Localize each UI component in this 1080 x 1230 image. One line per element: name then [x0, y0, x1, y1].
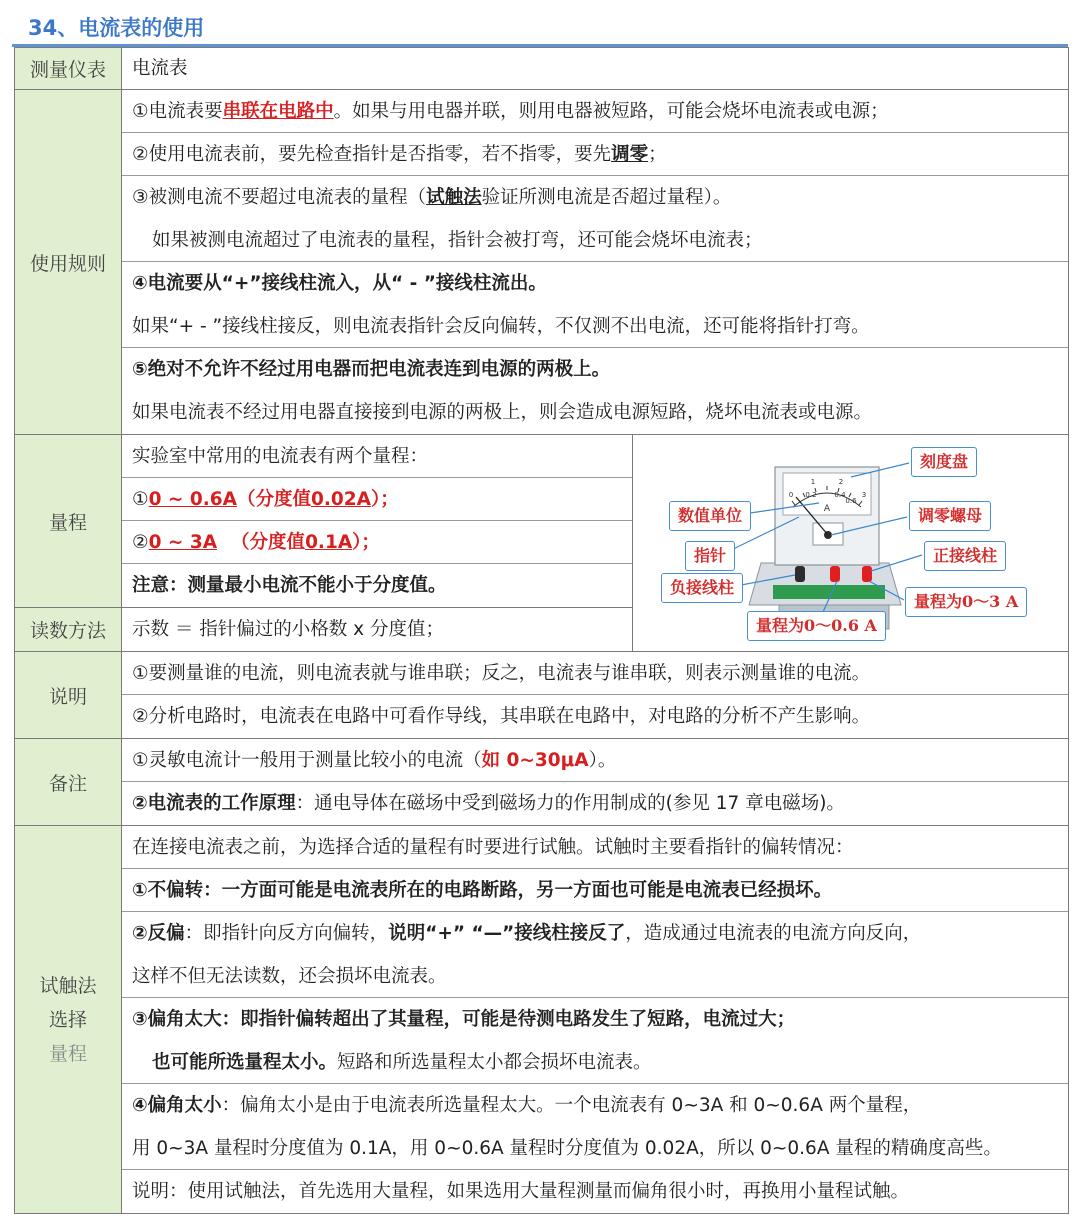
callout-neg-terminal: 负接线柱: [661, 573, 743, 603]
range-1-value: 0 ~ 0.6A: [148, 489, 237, 510]
reading-formula: 示数 ＝ 指针偏过的小格数 x 分度值；: [132, 619, 444, 640]
row-remarks: [15, 739, 1069, 826]
trial-note: 说明：使用试触法，首先选用大量程，如果选用大量程测量而偏角很小时，再换用小量程试触。: [132, 1181, 910, 1202]
rule-4: ④电流要从“+”接线柱流入，从“ - ”接线柱流出。: [132, 273, 547, 294]
remark-1: [122, 739, 1068, 782]
rule-2-emphasis: 调零: [611, 144, 649, 165]
range-2: [122, 521, 632, 564]
page-title: 34、电流表的使用: [28, 16, 205, 40]
trial-3: ③偏角太大：即指针偏转超出了其量程，可能是待测电路发生了短路，电流过大；: [132, 1009, 796, 1030]
tick-label-3: 3: [861, 491, 867, 499]
trial-3-emphasis: 也可能所选量程太小。: [152, 1052, 338, 1073]
label-remarks: 备注: [15, 739, 122, 826]
trial-4-emphasis: ④偏角太小: [132, 1095, 222, 1116]
rule-1: [122, 90, 1068, 133]
trial-3-text: 短路和所选量程太小都会损坏电流表。: [337, 1052, 652, 1073]
instrument-value: 电流表: [132, 58, 188, 79]
callout-dial: 刻度盘: [911, 447, 977, 477]
label-explain: 说明: [15, 652, 122, 739]
trial-4-line-2: 用 0~3A 量程时分度值为 0.1A，用 0~0.6A 量程时分度值为 0.02A，所以 0~0.6A 量程的精确度高些。: [122, 1127, 1068, 1170]
rule-1-emphasis: 串联在电路中: [222, 101, 334, 122]
sub-tick-label-1: 0.2: [805, 491, 817, 499]
trial-2-end: ，造成通过电流表的电流方向反向，: [625, 923, 922, 944]
label-reading: 读数方法: [15, 608, 122, 652]
rule-2-text-end: ；: [648, 144, 667, 165]
remark-2: [122, 782, 1068, 825]
rules-content: [122, 90, 1069, 435]
tick-label-1: 1: [810, 478, 816, 486]
row-trial: [15, 826, 1069, 1214]
sub-tick-label-3: 0.6: [845, 497, 857, 505]
row-explain: [15, 652, 1069, 739]
label-trial-3: 量程: [48, 1042, 87, 1065]
tick-label-2: 2: [838, 478, 844, 486]
label-trial: [15, 826, 122, 1214]
callout-pos-terminal: 正接线柱: [924, 541, 1006, 571]
rule-3-text-end: 验证所测电流是否超过量程）。: [481, 187, 732, 208]
unit-symbol: A: [823, 504, 831, 514]
range-note: 注意：测量最小电流不能小于分度值。: [132, 575, 447, 596]
row-rules: [15, 90, 1069, 435]
rule-2: [122, 133, 1068, 176]
explain-2: ②分析电路时，电流表在电路中可看作导线，其串联在电路中，对电路的分析不产生影响。: [132, 706, 871, 727]
trial-4: [122, 1084, 1068, 1127]
range-1: [122, 478, 632, 521]
label-instrument: 测量仪表: [15, 48, 122, 90]
terminal-06a: [830, 566, 840, 582]
trial-2-emphasis: ②反偏: [132, 923, 185, 944]
sub-tick-label-2: 0.4: [834, 491, 846, 499]
range-1-end: ）；: [370, 489, 399, 510]
rule-3-line-2: 如果被测电流超过了电流表的量程，指针会被打弯，还可能会烧坏电流表；: [122, 219, 1068, 262]
remark-2-text: ：通电导体在磁场中受到磁场力的作用制成的(参见 17 章电磁场)。: [295, 793, 845, 814]
trial-2-emphasis-2: 说明“+” “—”接线柱接反了: [388, 923, 626, 944]
range-1-division: 0.02A: [310, 489, 371, 510]
remark-1-emphasis: 如 0~30μA: [481, 750, 589, 771]
remark-1-end: ）。: [588, 750, 617, 771]
label-trial-1: 试触法: [39, 974, 97, 997]
callout-unit: 数值单位: [669, 501, 751, 531]
label-rules: 使用规则: [15, 90, 122, 435]
rule-3-text: ③被测电流不要超过电流表的量程（: [132, 187, 427, 208]
base-green-strip: [773, 585, 885, 599]
tick-label-0: 0: [788, 491, 794, 499]
rule-5-line-2: 如果电流表不经过用电器直接接到电源的两极上，则会造成电源短路，烧坏电流表或电源。: [132, 402, 873, 423]
range-2-mid: （分度值: [231, 532, 306, 553]
trial-2-line-2: 这样不但无法读数，还会损坏电流表。: [122, 955, 1068, 998]
range-2-division: 0.1A: [305, 532, 353, 553]
row-range: [15, 435, 1069, 608]
callout-zero-nut: 调零螺母: [909, 501, 991, 531]
remark-2-emphasis: ②电流表的工作原理: [132, 793, 296, 814]
label-range: 量程: [15, 435, 122, 608]
remark-1-text: ①灵敏电流计一般用于测量比较小的电流（: [132, 750, 482, 771]
rule-3-emphasis: 试触法: [426, 187, 482, 208]
row-instrument: [15, 48, 1069, 90]
rule-2-text: ②使用电流表前，要先检查指针是否指零，若不指零，要先: [132, 144, 612, 165]
trial-3-line-2: [122, 1041, 1068, 1084]
terminal-3a: [862, 566, 872, 582]
rule-4-line-2: 如果“+ - ”接线柱接反，则电流表指针会反向偏转，不仅测不出电流，还可能将指针打弯。: [122, 305, 1068, 348]
negative-terminal: [795, 566, 805, 582]
trial-4-text: ：偏角太小是由于电流表所选量程太大。一个电流表有 0~3A 和 0~0.6A 两个量程，: [221, 1095, 922, 1116]
range-intro: 实验室中常用的电流表有两个量程：: [122, 435, 632, 478]
range-2-end: ）；: [352, 532, 380, 553]
range-content: [122, 435, 633, 608]
callout-range-3a: 量程为0～3 A: [905, 587, 1027, 617]
range-1-mid: （分度值: [236, 489, 311, 510]
ammeter-usage-table: [14, 47, 1069, 1214]
range-2-num: ②: [132, 532, 149, 553]
trial-2-text: ：即指针向反方向偏转，: [184, 923, 389, 944]
trial-intro: 在连接电流表之前，为选择合适的量程有时要进行试触。试触时主要看指针的偏转情况：: [122, 826, 1068, 869]
rule-5: ⑤绝对不允许不经过用电器而把电流表连到电源的两极上。: [132, 359, 611, 380]
explain-1: ①要测量谁的电流，则电流表就与谁串联；反之，电流表与谁串联，则表示测量谁的电流。: [122, 652, 1068, 695]
label-trial-2: 选择: [48, 1008, 87, 1031]
callout-range-06a: 量程为0～0.6 A: [747, 611, 886, 641]
ammeter-figure: [633, 435, 1069, 643]
callout-pointer: 指针: [685, 541, 735, 571]
trial-1: ①不偏转：一方面可能是电流表所在的电路断路，另一方面也可能是电流表已经损坏。: [122, 869, 1068, 912]
rule-3: [122, 176, 1068, 219]
rule-1-text: ①电流表要: [132, 101, 223, 122]
ammeter-figure-cell: [633, 435, 1069, 652]
range-1-num: ①: [132, 489, 149, 510]
trial-2: [122, 912, 1068, 955]
rule-1-text-end: 。如果与用电器并联，则用电器被短路，可能会烧坏电流表或电源；: [333, 101, 889, 122]
range-2-value: 0 ~ 3A: [148, 532, 218, 553]
